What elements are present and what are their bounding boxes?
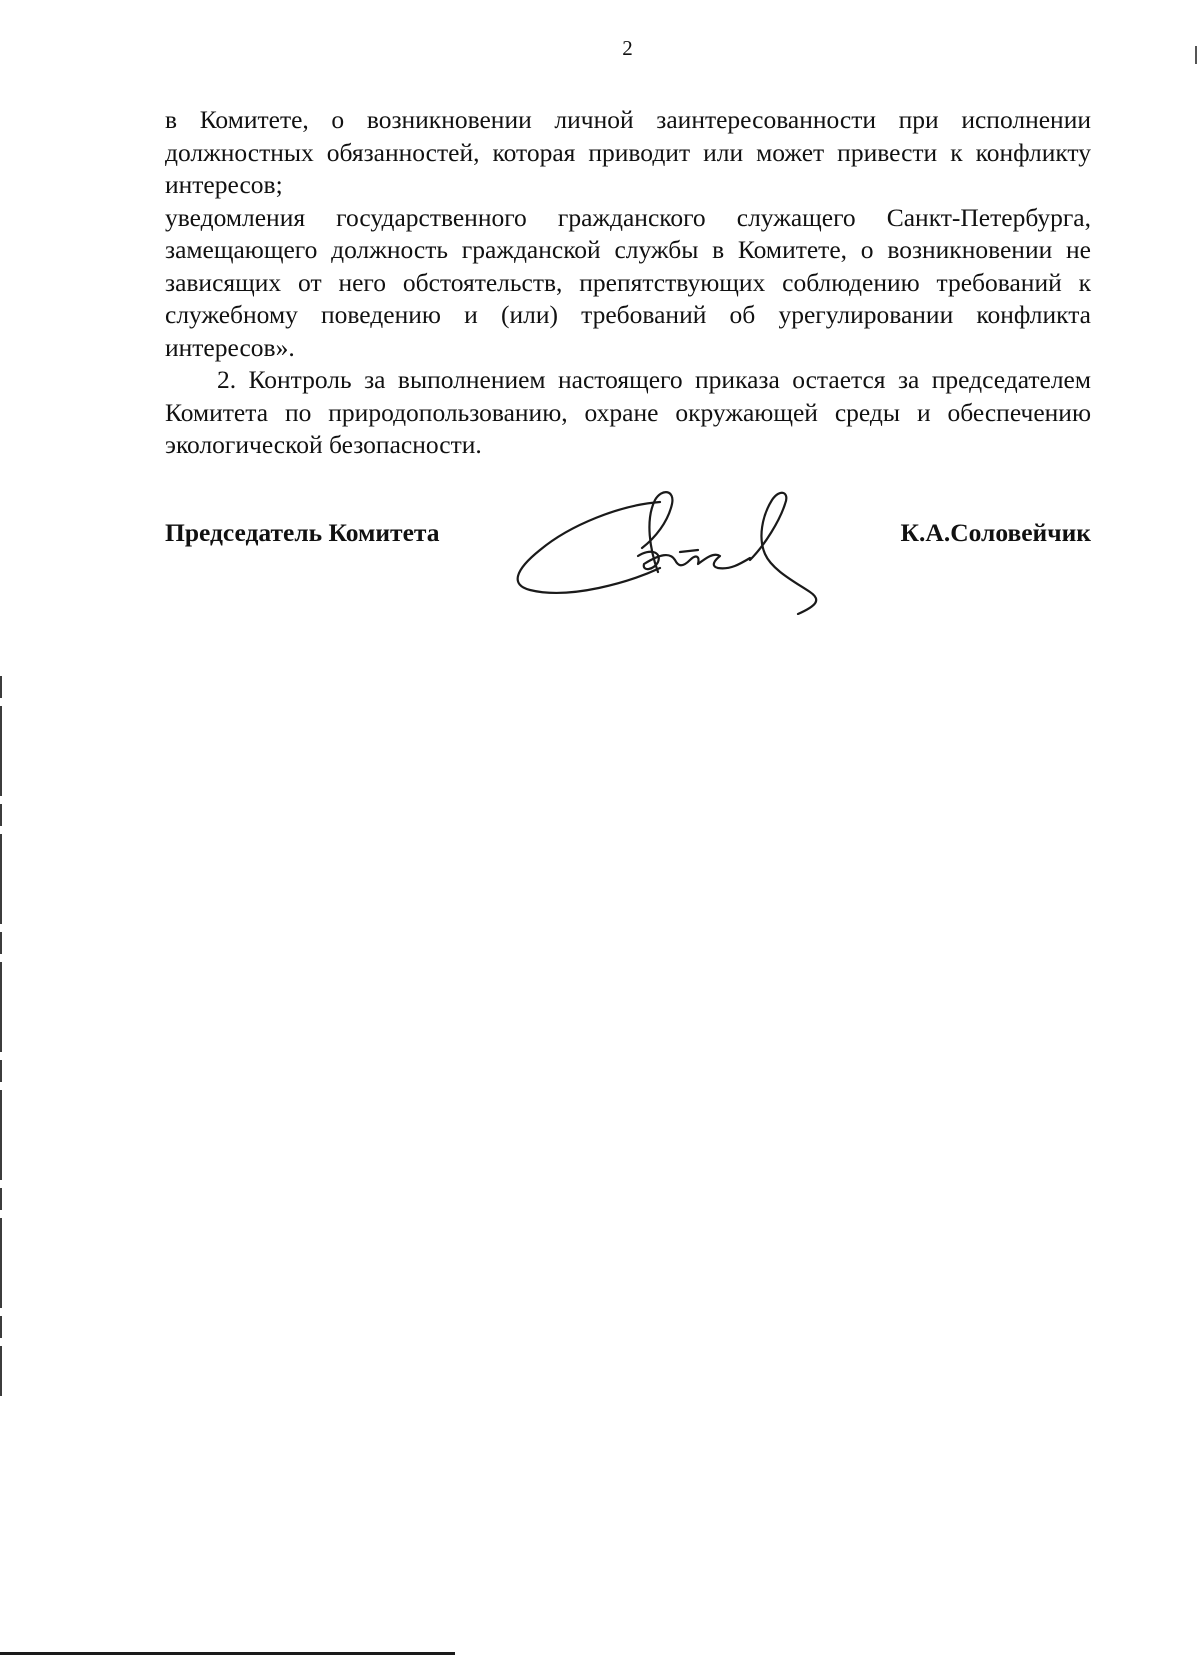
paragraph-2: уведомления государственного гражданского служащего Санкт-Петербурга, замещающего должность гражданской службы в Комитете, о возникновении не зависящих от него обстоятельств, препятствующих соблюдению требований к служебному поведению и (или) требований об урегулировании конфликта интересов». <box>165 202 1091 362</box>
scan-edge-left <box>0 676 2 1396</box>
page-number: 2 <box>622 36 633 60</box>
signer-title: Председатель Комитета <box>165 518 440 547</box>
signer-name: К.А.Соловейчик <box>900 518 1091 547</box>
document-body <box>165 104 1091 462</box>
handwritten-signature <box>510 490 860 615</box>
paragraph-3: 2. Контроль за выполнением настоящего приказа остается за председателем Комитета по природопользованию, охране окружающей среды и обеспечению экологической безопасности. <box>165 365 1091 459</box>
paragraph-1: в Комитете, о возникновении личной заинтересованности при исполнении должностных обязанностей, которая приводит или может привести к конфликту интересов; <box>165 105 1091 199</box>
scan-mark-right <box>1195 46 1197 64</box>
